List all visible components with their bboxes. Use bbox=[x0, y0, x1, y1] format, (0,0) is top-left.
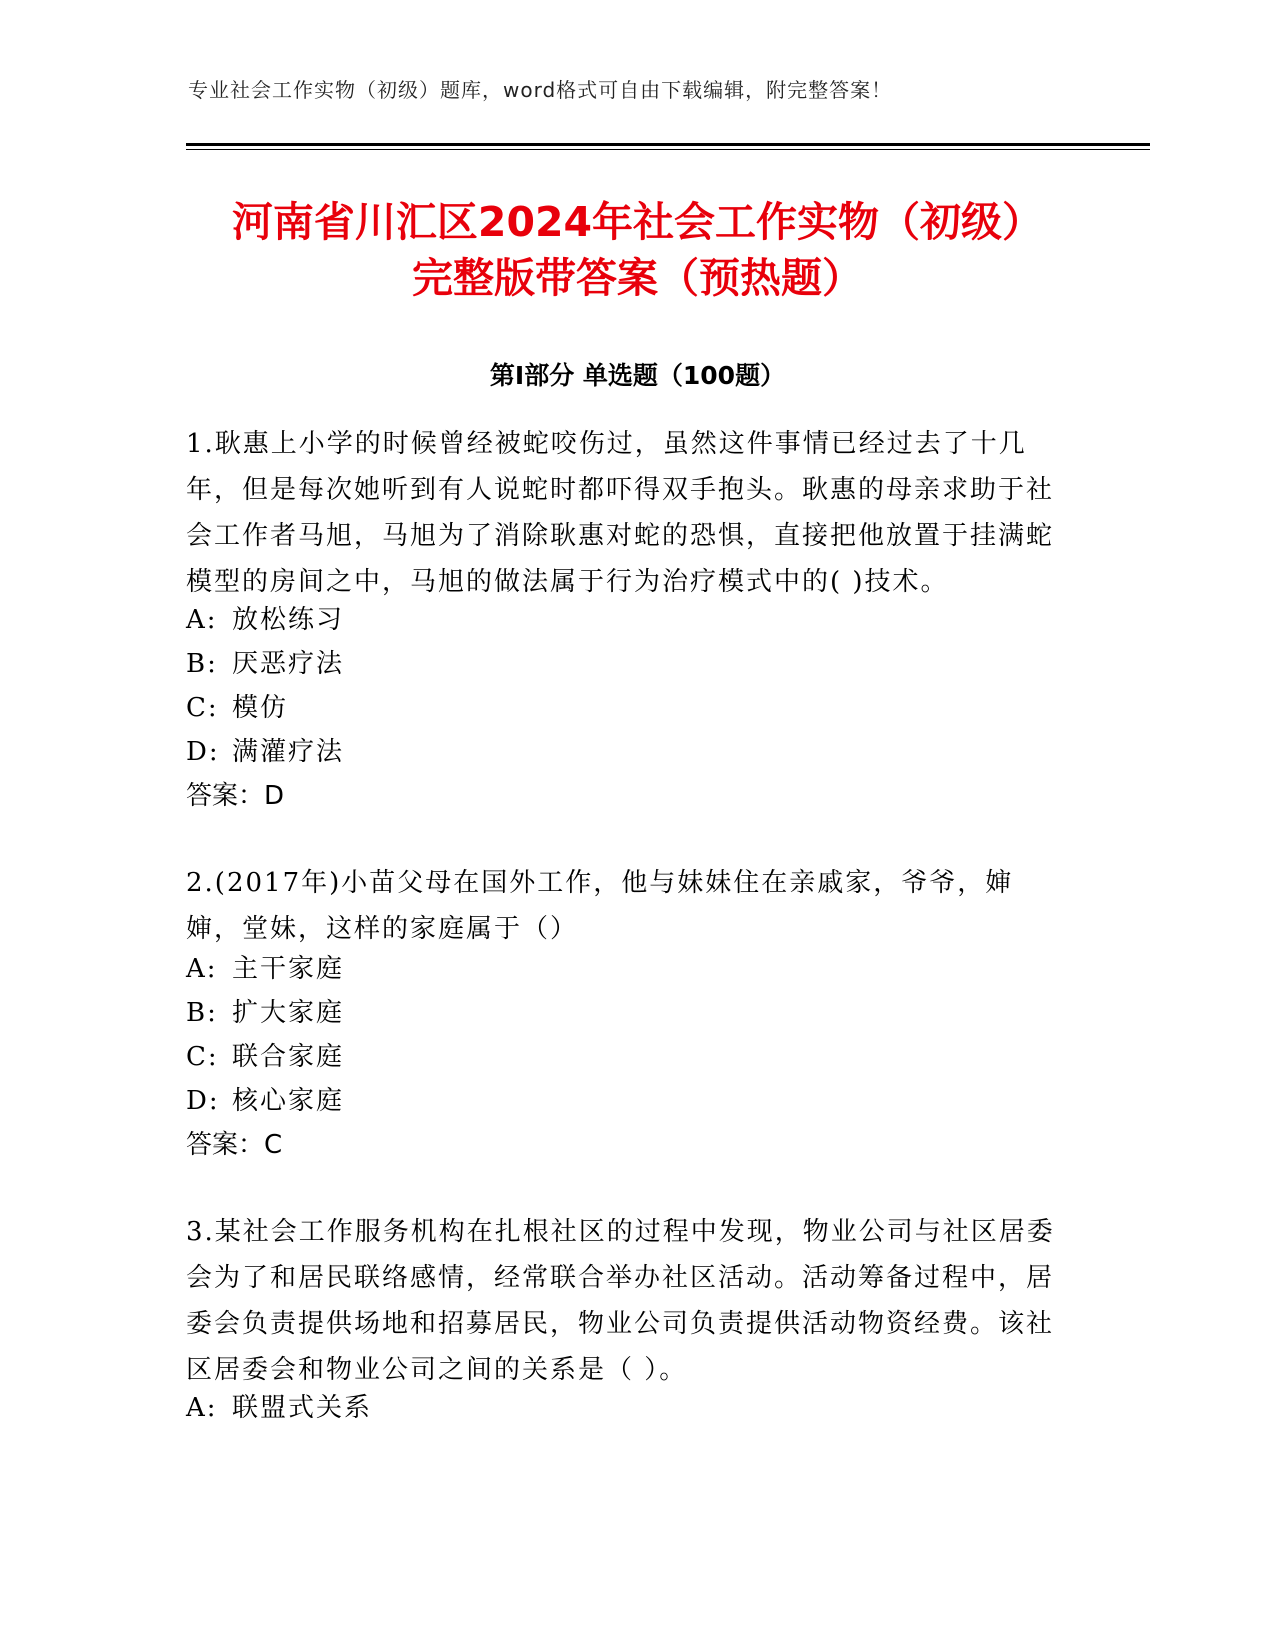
option-text: 放松练习 bbox=[232, 605, 345, 635]
section-title: 第Ⅰ部分 单选题（100题） bbox=[489, 361, 786, 390]
question-1-option-d bbox=[186, 729, 344, 775]
option-key: D: bbox=[186, 1086, 220, 1116]
option-text: 联盟式关系 bbox=[232, 1393, 373, 1423]
option-key: A: bbox=[186, 1393, 218, 1423]
question-1-option-c bbox=[186, 685, 288, 731]
option-key: B: bbox=[186, 649, 218, 679]
header-rule-thin bbox=[186, 149, 1150, 150]
option-text: 模仿 bbox=[232, 693, 289, 723]
document-title-line1: 河南省川汇区2024年社会工作实物（初级） bbox=[231, 198, 1044, 246]
option-text: 主干家庭 bbox=[232, 954, 345, 984]
option-key: A: bbox=[186, 954, 218, 984]
option-key: C: bbox=[186, 693, 219, 723]
option-text: 扩大家庭 bbox=[232, 998, 345, 1028]
option-text: 满灌疗法 bbox=[232, 737, 345, 767]
option-text: 核心家庭 bbox=[232, 1086, 345, 1116]
option-key: B: bbox=[186, 998, 218, 1028]
option-text: 联合家庭 bbox=[232, 1042, 345, 1072]
page-header: 专业社会工作实物（初级）题库，word格式可自由下载编辑，附完整答案！ bbox=[188, 78, 893, 102]
option-key: A: bbox=[186, 605, 218, 635]
option-key: C: bbox=[186, 1042, 219, 1072]
question-3-text: 3.某社会工作服务机构在扎根社区的过程中发现，物业公司与社区居委会为了和居民联络感情，经常联合举办社区活动。活动筹备过程中，居委会负责提供场地和招募居民，物业公司负责提供活动物资经费。该社区居委会和物业公司之间的关系是（ ）。 bbox=[186, 1217, 1055, 1385]
header-rule-thick bbox=[186, 143, 1150, 146]
document-title-line2: 完整版带答案（预热题） bbox=[412, 254, 863, 302]
question-1-option-a bbox=[186, 597, 344, 643]
question-3-option-a bbox=[186, 1385, 372, 1431]
question-1-text: 1.耿惠上小学的时候曾经被蛇咬伤过，虽然这件事情已经过去了十几年，但是每次她听到有人说蛇时都吓得双手抱头。耿惠的母亲求助于社会工作者马旭，马旭为了消除耿惠对蛇的恐惧，直接把他放置于挂满蛇模型的房间之中，马旭的做法属于行为治疗模式中的( )技术。 bbox=[186, 429, 1055, 597]
option-text: 厌恶疗法 bbox=[232, 649, 345, 679]
question-1-answer: 答案：D bbox=[186, 781, 285, 811]
question-1-option-b bbox=[186, 641, 344, 687]
question-2-option-d bbox=[186, 1078, 344, 1124]
question-2-option-b bbox=[186, 990, 344, 1036]
question-2-text: 2.(2017年)小苗父母在国外工作，他与妹妹住在亲戚家，爷爷，婶婶，堂妹，这样的家庭属于（） bbox=[186, 868, 1014, 944]
question-2-option-a bbox=[186, 946, 344, 992]
question-2-answer: 答案：C bbox=[186, 1130, 283, 1160]
document-title bbox=[150, 194, 1125, 306]
option-key: D: bbox=[186, 737, 220, 767]
question-2-option-c bbox=[186, 1034, 344, 1080]
